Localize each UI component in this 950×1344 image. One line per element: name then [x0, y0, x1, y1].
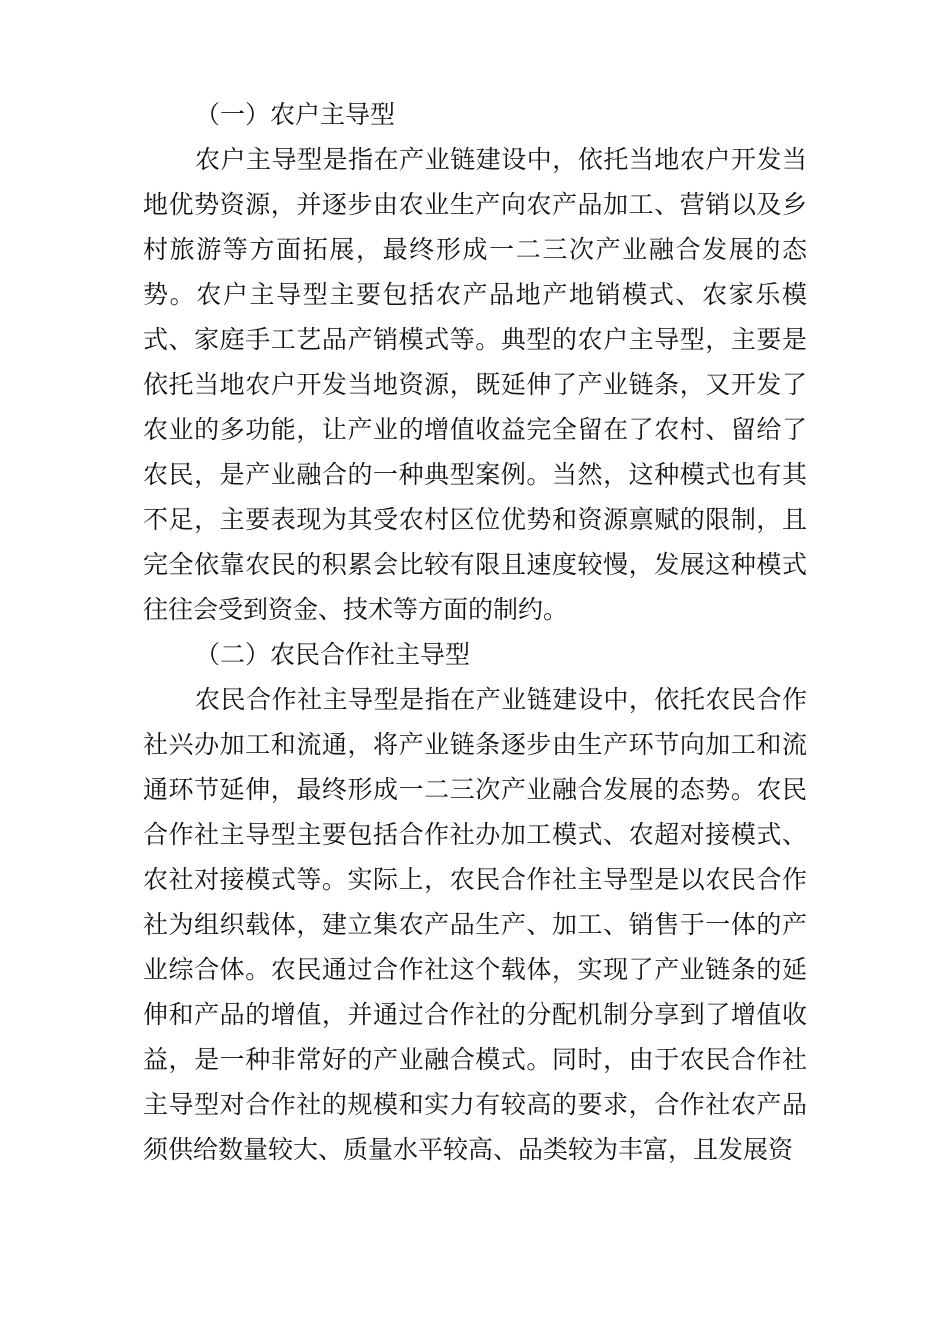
document-body	[143, 92, 807, 1172]
section-paragraph-1: 农户主导型是指在产业链建设中，依托当地农户开发当地优势资源，并逐步由农业生产向农产品加工、营销以及乡村旅游等方面拓展，最终形成一二三次产业融合发展的态势。农户主导型主要包括农产品地产地销模式、农家乐模式、家庭手工艺品产销模式等。典型的农户主导型，主要是依托当地农户开发当地资源，既延伸了产业链条，又开发了农业的多功能，让产业的增值收益完全留在了农村、留给了农民，是产业融合的一种典型案例。当然，这种模式也有其不足，主要表现为其受农村区位优势和资源禀赋的限制，且完全依靠农民的积累会比较有限且速度较慢，发展这种模式往往会受到资金、技术等方面的制约。	[143, 145, 807, 624]
section-heading-2: （二）农民合作社主导型	[195, 640, 471, 669]
section-heading-1: （一）农户主导型	[195, 100, 396, 129]
section-paragraph-2: 农民合作社主导型是指在产业链建设中，依托农民合作社兴办加工和流通，将产业链条逐步由生产环节向加工和流通环节延伸，最终形成一二三次产业融合发展的态势。农民合作社主导型主要包括合作社办加工模式、农超对接模式、农社对接模式等。实际上，农民合作社主导型是以农民合作社为组织载体，建立集农产品生产、加工、销售于一体的产业综合体。农民通过合作社这个载体，实现了产业链条的延伸和产品的增值，并通过合作社的分配机制分享到了增值收益，是一种非常好的产业融合模式。同时，由于农民合作社主导型对合作社的规模和实力有较高的要求，合作社农产品须供给数量较大、质量水平较高、品类较为丰富，且发展资	[143, 685, 807, 1164]
